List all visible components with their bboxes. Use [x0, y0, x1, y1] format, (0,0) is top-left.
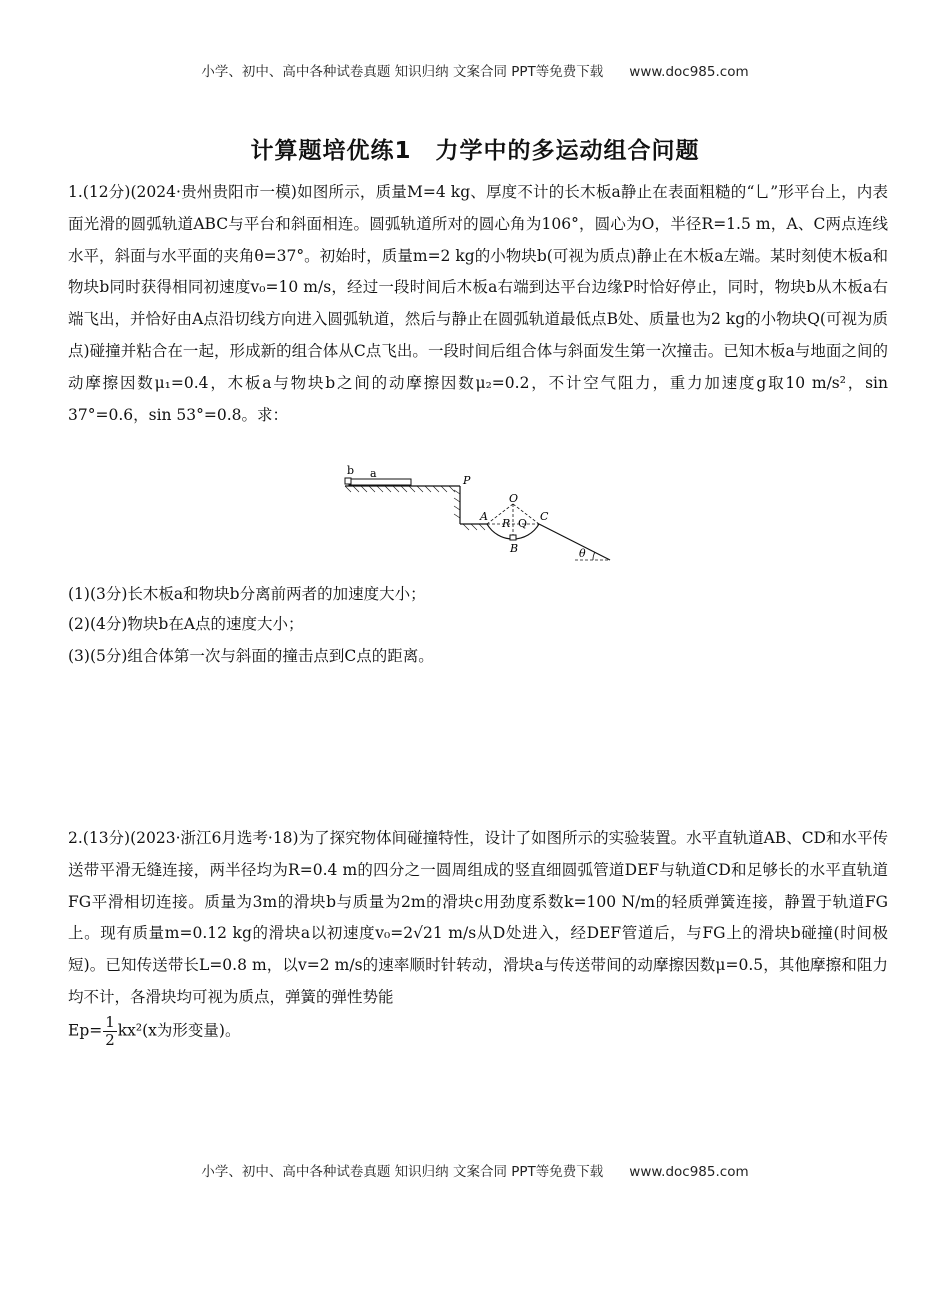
header-site-link[interactable]: www.doc985.com — [629, 64, 749, 80]
header-ad-text: 小学、初中、高中各种试卷真题 知识归纳 文案合同 PPT等免费下载 — [201, 64, 604, 80]
ep-formula-tail: kx²(x为形变量)。 — [117, 1021, 241, 1040]
question-2-body: 2.(13分)(2023·浙江6月选考·18)为了探究物体间碰撞特性，设计了如图所示的实验装置。水平直轨道AB、CD和水平传送带平滑无缝连接，两半径均为R=0.4 m的四分之一圆周组成的竖直细圆弧管道DEF与轨道CD和足够长的水平直轨道FG平滑相切连接。质量为3m的滑块b与质量为2m的滑块c用劲度系数k=100 N/m的轻质弹簧连接，静置于轨道FG上。现有质量m=0.12 kg的滑块a以初速度v₀=2√21 m/s从D处进入，经DEF管道后，与FG上的滑块b碰撞(时间极短)。已知传送带长L=0.8 m，以v=2 m/s的速率顺时针转动，滑块a与传送带间的动摩擦因数μ=0.5，其他摩擦和阻力均不计，各滑块均可视为质点，弹簧的弹性势能 — [68, 829, 888, 1006]
svg-text:R: R — [502, 517, 511, 530]
question-1-part-1: (1)(3分)长木板a和物块b分离前两者的加速度大小； — [68, 585, 426, 603]
page-header — [0, 60, 950, 80]
one-half-fraction: $\frac{1}{2}$ — [105, 1012, 115, 1049]
svg-text:θ: θ — [579, 547, 586, 560]
question-1-part-2: (2)(4分)物块b在A点的速度大小； — [68, 615, 304, 633]
page-title: 计算题培优练1 力学中的多运动组合问题 — [250, 138, 700, 164]
block-q — [510, 535, 516, 540]
question-1-text: 1.(12分)(2024·贵州贵阳市一模)如图所示，质量M=4 kg、厚度不计的长木板a静止在表面粗糙的“乚”形平台上，内表面光滑的圆弧轨道ABC与平台和斜面相连。圆弧轨道所对的圆心角为106°，圆心为O，半径R=1.5 m，A、C两点连线水平，斜面与水平面的夹角θ=37°。初始时，质量m=2 kg的小物块b(可视为质点)静止在木板a左端。某时刻使木板a和物块b同时获得相同初速度v₀=10 m/s，经过一段时间后木板a右端到达平台边缘P时恰好停止，同时，物块b从木板a右端飞出，并恰好由A点沿切线方向进入圆弧轨道，然后与静止在圆弧轨道最低点B处、质量也为2 kg的小物块Q(可视为质点)碰撞并粘合在一起，形成新的组合体从C点飞出。一段时间后组合体与斜面发生第一次撞击。已知木板a与地面之间的动摩擦因数μ₁=0.4，木板a与物块b之间的动摩擦因数μ₂=0.2，不计空气阻力，重力加速度g取10 m/s²，sin 37°=0.6，sin 53°=0.8。求： — [68, 183, 888, 424]
question-1-diagram — [335, 462, 625, 562]
block-b — [345, 478, 351, 484]
svg-text:C: C — [540, 510, 549, 523]
ep-label: Ep= — [68, 1021, 103, 1040]
question-2-text — [68, 823, 888, 1049]
page-footer — [0, 1160, 950, 1180]
svg-text:O: O — [509, 492, 519, 505]
svg-text:A: A — [480, 510, 488, 523]
question-1-part-3: (3)(5分)组合体第一次与斜面的撞击点到C点的距离。 — [68, 647, 434, 665]
svg-text:B: B — [510, 542, 519, 555]
svg-text:P: P — [463, 474, 471, 487]
footer-site-link[interactable]: www.doc985.com — [629, 1164, 749, 1180]
svg-text:Q: Q — [518, 517, 528, 530]
svg-text:a: a — [370, 467, 377, 480]
plank-a — [349, 479, 411, 485]
footer-ad-text: 小学、初中、高中各种试卷真题 知识归纳 文案合同 PPT等免费下载 — [201, 1164, 604, 1180]
svg-text:b: b — [347, 464, 355, 477]
